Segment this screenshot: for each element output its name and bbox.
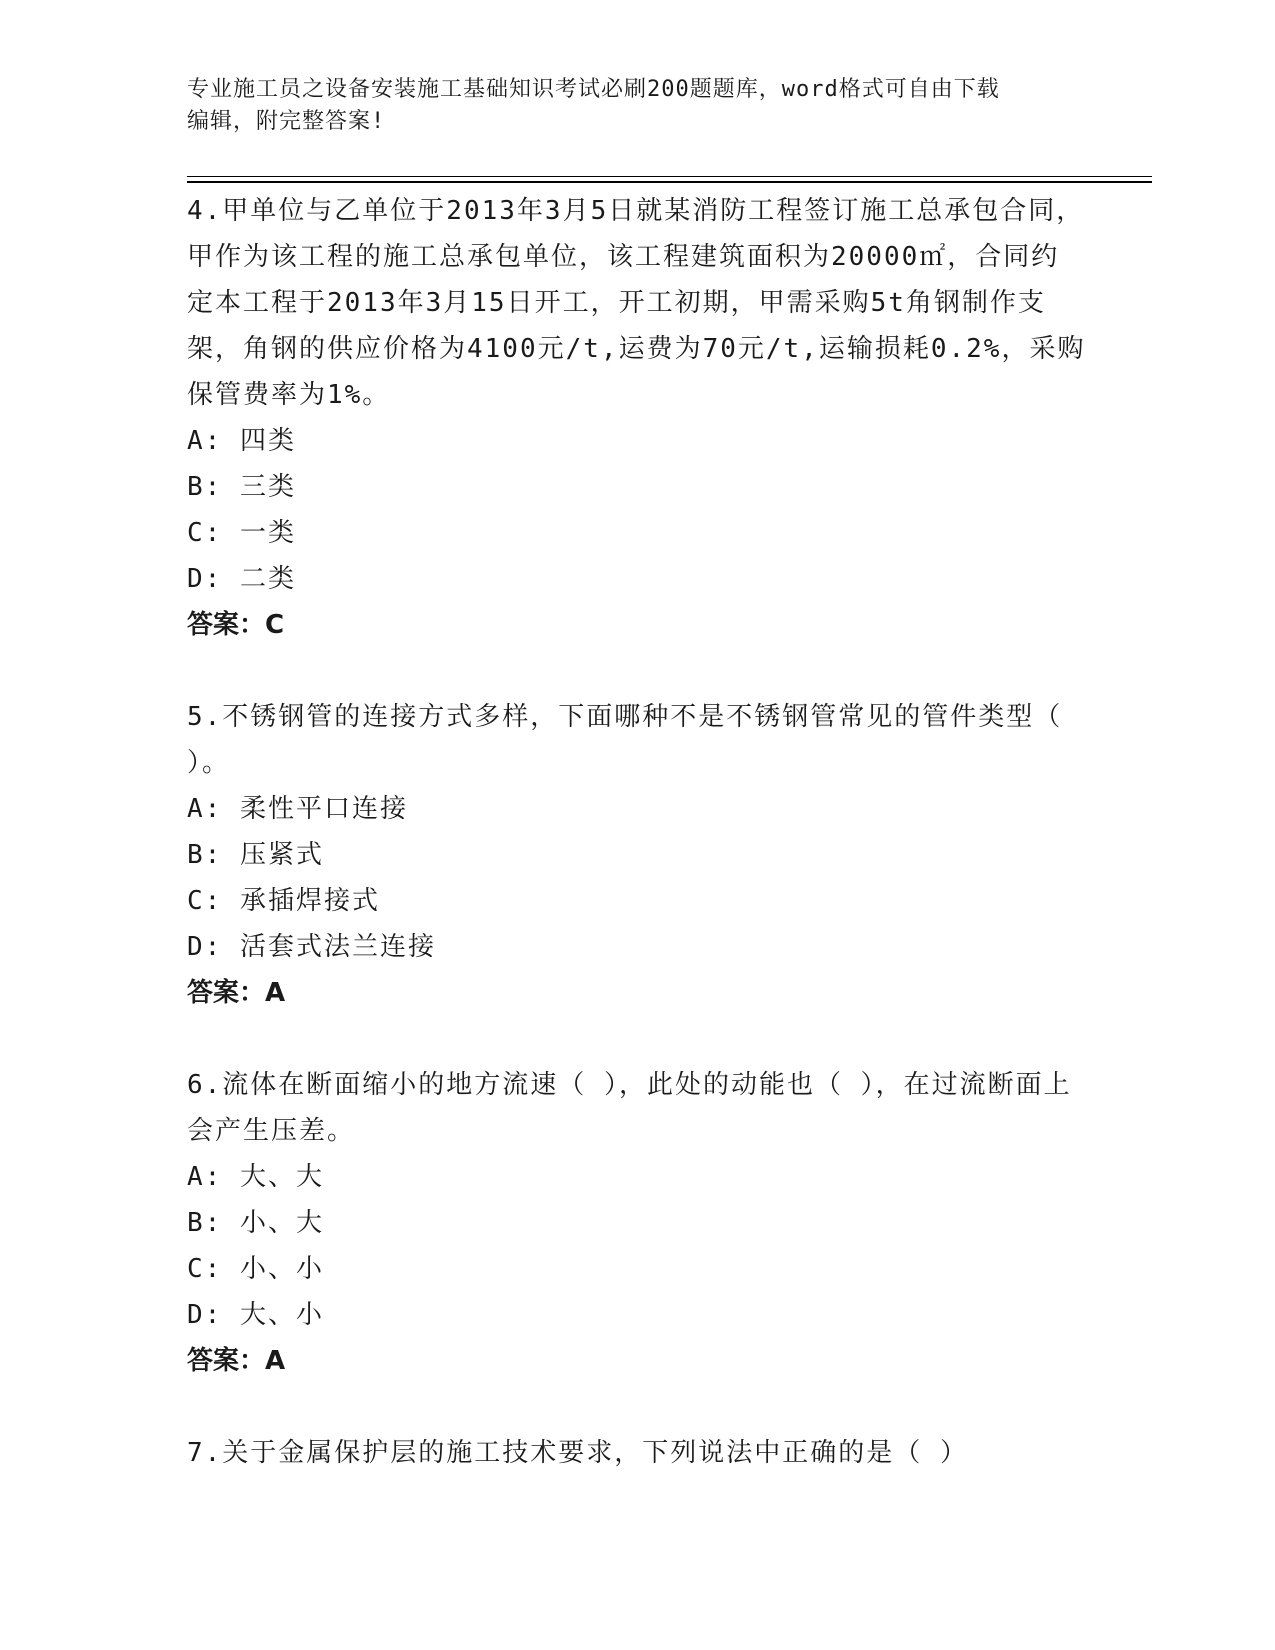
question-block xyxy=(187,1430,1087,1476)
answer-label: 答案：A xyxy=(187,1346,286,1376)
option-d: D: 二类 xyxy=(187,564,296,594)
question-text: 5.不锈钢管的连接方式多样，下面哪种不是不锈钢管常见的管件类型（ ）。 xyxy=(187,702,1063,778)
option-b: B: 小、大 xyxy=(187,1208,324,1238)
header-divider-thick xyxy=(187,181,1152,183)
question-text: 6.流体在断面缩小的地方流速（ ），此处的动能也（ ），在过流断面上会产生压差。 xyxy=(187,1070,1072,1146)
option-b: B: 三类 xyxy=(187,472,296,502)
answer-label: 答案：C xyxy=(187,610,285,640)
option-a: A: 大、大 xyxy=(187,1162,324,1192)
option-d: D: 活套式法兰连接 xyxy=(187,932,436,962)
document-header xyxy=(187,74,1087,138)
question-spacer xyxy=(187,648,1087,694)
option-c: C: 一类 xyxy=(187,518,296,548)
question-spacer xyxy=(187,1384,1087,1430)
question-spacer xyxy=(187,1016,1087,1062)
question-block xyxy=(187,188,1087,648)
header-line-1: 专业施工员之设备安装施工基础知识考试必刷200题题库，word格式可自由下载 xyxy=(187,77,1000,102)
question-block xyxy=(187,1062,1087,1384)
question-text: 7.关于金属保护层的施工技术要求，下列说法中正确的是（ ） xyxy=(187,1438,968,1468)
header-divider-thin xyxy=(187,176,1152,177)
option-a: A: 柔性平口连接 xyxy=(187,794,408,824)
option-b: B: 压紧式 xyxy=(187,840,324,870)
option-c: C: 小、小 xyxy=(187,1254,324,1284)
option-c: C: 承插焊接式 xyxy=(187,886,380,916)
question-block xyxy=(187,694,1087,1016)
option-d: D: 大、小 xyxy=(187,1300,324,1330)
answer-label: 答案：A xyxy=(187,978,286,1008)
header-line-2: 编辑，附完整答案! xyxy=(187,109,386,134)
option-a: A: 四类 xyxy=(187,426,296,456)
question-list xyxy=(187,188,1087,1476)
question-text: 4.甲单位与乙单位于2013年3月5日就某消防工程签订施工总承包合同，甲作为该工程的施工总承包单位，该工程建筑面积为20000㎡，合同约定本工程于2013年3月15日开工，开工初期，甲需采购5t角钢制作支架，角钢的供应价格为4100元/t,运费为70元/t,运输损耗0.2%，采购保管费率为1%。 xyxy=(187,196,1086,410)
